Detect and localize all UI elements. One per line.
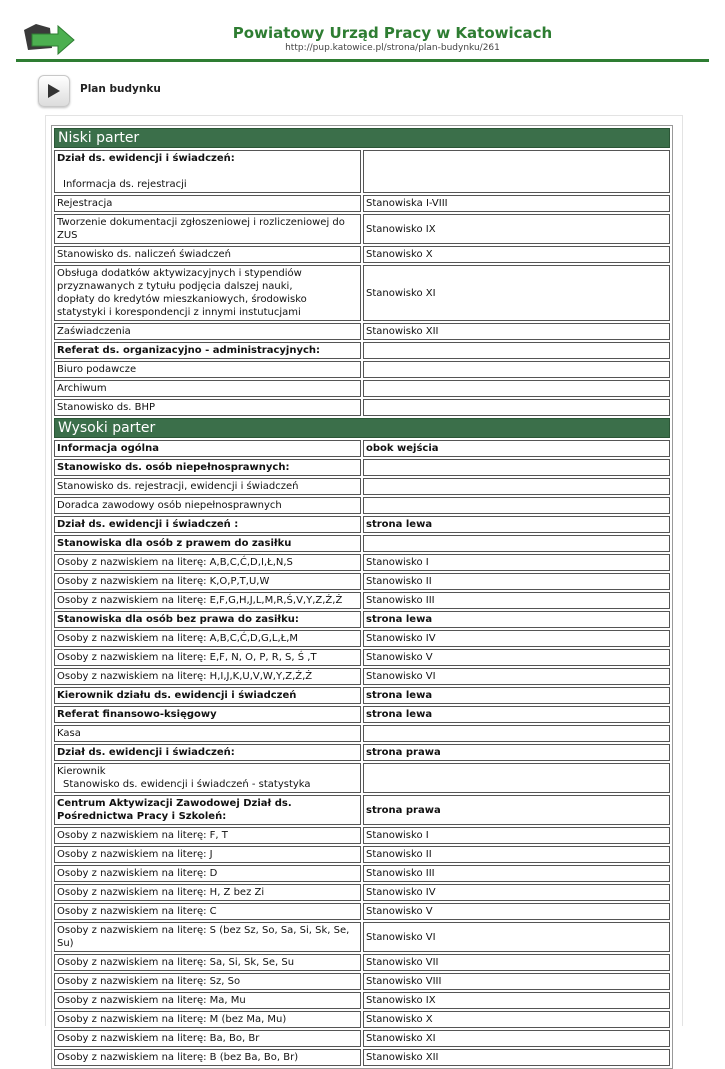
location-cell <box>363 497 670 514</box>
room-cell: Osoby z nazwiskiem na literę: C <box>54 903 361 920</box>
room-cell: Referat ds. organizacyjno - administracyjnych: <box>54 342 361 359</box>
table-row <box>54 1049 670 1066</box>
table-row <box>54 361 670 378</box>
table-row <box>54 592 670 609</box>
room-cell: Osoby z nazwiskiem na literę: F, T <box>54 827 361 844</box>
location-cell: Stanowisko II <box>363 573 670 590</box>
location-cell: Stanowisko III <box>363 865 670 882</box>
table-row <box>54 150 670 193</box>
location-cell: Stanowisko VII <box>363 954 670 971</box>
room-line: Kierownik <box>57 766 106 777</box>
location-cell: strona prawa <box>363 744 670 761</box>
room-cell: Stanowisko ds. naliczeń świadczeń <box>54 246 361 263</box>
room-cell: Osoby z nazwiskiem na literę: A,B,C,Ć,D,I,Ł,N,S <box>54 554 361 571</box>
site-title: Powiatowy Urząd Pracy w Katowicach <box>232 24 553 42</box>
table-row <box>54 459 670 476</box>
location-cell: Stanowisko X <box>363 1011 670 1028</box>
page-header <box>0 0 725 62</box>
location-cell: strona prawa <box>363 795 670 825</box>
table-row <box>54 342 670 359</box>
room-cell <box>54 150 361 193</box>
table-row <box>54 516 670 533</box>
location-cell: Stanowisko IV <box>363 884 670 901</box>
location-cell: Stanowisko XI <box>363 265 670 321</box>
table-row <box>54 195 670 212</box>
location-cell: Stanowisko III <box>363 592 670 609</box>
location-cell <box>363 361 670 378</box>
location-cell <box>363 478 670 495</box>
table-row <box>54 1030 670 1047</box>
room-cell: Kasa <box>54 725 361 742</box>
room-cell: Tworzenie dokumentacji zgłoszeniowej i rozliczeniowej do ZUS <box>54 214 361 244</box>
table-row <box>54 265 670 321</box>
room-line: Obsługa dodatków aktywizacyjnych i stypendiów przyznawanych z tytułu podjęcia dalszej nauki, <box>57 268 302 292</box>
table-row <box>54 687 670 704</box>
location-cell: Stanowisko I <box>363 827 670 844</box>
table-row <box>54 954 670 971</box>
table-row <box>54 744 670 761</box>
room-cell: Dział ds. ewidencji i świadczeń: <box>54 744 361 761</box>
table-row <box>54 399 670 416</box>
location-cell <box>363 763 670 793</box>
table-row <box>54 554 670 571</box>
location-cell: Stanowisko V <box>363 903 670 920</box>
location-cell: Stanowisko XII <box>363 323 670 340</box>
room-subline <box>57 165 358 178</box>
building-plan-table <box>51 125 673 1069</box>
table-row <box>54 535 670 552</box>
location-cell <box>363 535 670 552</box>
table-row <box>54 973 670 990</box>
room-cell: Osoby z nazwiskiem na literę: Ba, Bo, Br <box>54 1030 361 1047</box>
room-cell: Osoby z nazwiskiem na literę: A,B,C,Ć,D,G,L,Ł,M <box>54 630 361 647</box>
location-cell: Stanowisko IX <box>363 992 670 1009</box>
table-row <box>54 795 670 825</box>
room-cell: Osoby z nazwiskiem na literę: J <box>54 846 361 863</box>
room-cell: Stanowisko ds. BHP <box>54 399 361 416</box>
location-cell: strona lewa <box>363 611 670 628</box>
room-cell: Osoby z nazwiskiem na literę: S (bez Sz, So, Sa, Si, Sk, Se, Su) <box>54 922 361 952</box>
room-cell: Osoby z nazwiskiem na literę: Sa, Si, Sk, Se, Su <box>54 954 361 971</box>
table-row <box>54 246 670 263</box>
room-cell: Osoby z nazwiskiem na literę: K,O,P,T,U,W <box>54 573 361 590</box>
table-row <box>54 440 670 457</box>
room-cell: Osoby z nazwiskiem na literę: H, Z bez Zi <box>54 884 361 901</box>
location-cell: Stanowisko I <box>363 554 670 571</box>
room-cell: Osoby z nazwiskiem na literę: Sz, So <box>54 973 361 990</box>
table-row <box>54 884 670 901</box>
table-row <box>54 706 670 723</box>
room-cell: Stanowiska dla osób z prawem do zasiłku <box>54 535 361 552</box>
location-cell: Stanowisko V <box>363 649 670 666</box>
room-cell: Osoby z nazwiskiem na literę: E,F, N, O, P, R, S, Ś ,T <box>54 649 361 666</box>
room-cell: Osoby z nazwiskiem na literę: B (bez Ba, Bo, Br) <box>54 1049 361 1066</box>
room-cell: Centrum Aktywizacji Zawodowej Dział ds. Pośrednictwa Pracy i Szkoleń: <box>54 795 361 825</box>
room-cell: Osoby z nazwiskiem na literę: M (bez Ma, Mu) <box>54 1011 361 1028</box>
room-line: dopłaty do kredytów mieszkaniowych, środowisko statystyki i korespondencji z innymi instutucjami <box>57 294 307 318</box>
room-cell: Osoby z nazwiskiem na literę: Ma, Mu <box>54 992 361 1009</box>
room-cell: Biuro podawcze <box>54 361 361 378</box>
location-cell: Stanowisko VI <box>363 668 670 685</box>
table-row <box>54 903 670 920</box>
location-cell: Stanowisko XI <box>363 1030 670 1047</box>
location-cell: Stanowisko X <box>363 246 670 263</box>
table-row <box>54 1011 670 1028</box>
table-row <box>54 763 670 793</box>
room-cell: Rejestracja <box>54 195 361 212</box>
room-cell: Osoby z nazwiskiem na literę: E,F,G,H,J,L,M,R,Ś,V,Y,Z,Ź,Ż <box>54 592 361 609</box>
room-cell: Informacja ogólna <box>54 440 361 457</box>
room-line: Stanowisko ds. ewidencji i świadczeń - statystyka <box>63 779 311 790</box>
location-cell: Stanowisko VIII <box>363 973 670 990</box>
table-row <box>54 668 670 685</box>
section-title: Wysoki parter <box>54 418 670 438</box>
room-cell: Kierownik działu ds. ewidencji i świadczeń <box>54 687 361 704</box>
room-cell: Zaświadczenia <box>54 323 361 340</box>
table-row <box>54 846 670 863</box>
table-row <box>54 380 670 397</box>
location-cell: strona lewa <box>363 706 670 723</box>
room-cell: Stanowiska dla osób bez prawa do zasiłku: <box>54 611 361 628</box>
location-cell <box>363 150 670 193</box>
location-cell <box>363 399 670 416</box>
table-row <box>54 611 670 628</box>
room-cell: Osoby z nazwiskiem na literę: H,I,J,K,U,V,W,Y,Z,Ź,Ż <box>54 668 361 685</box>
table-row <box>54 725 670 742</box>
room-cell: Stanowisko ds. rejestracji, ewidencji i świadczeń <box>54 478 361 495</box>
site-url[interactable]: http://pup.katowice.pl/strona/plan-budynku/261 <box>285 43 500 53</box>
location-cell: obok wejścia <box>363 440 670 457</box>
room-cell: Osoby z nazwiskiem na literę: D <box>54 865 361 882</box>
table-row <box>54 992 670 1009</box>
location-cell: Stanowisko IV <box>363 630 670 647</box>
location-cell: Stanowiska I-VIII <box>363 195 670 212</box>
location-cell: Stanowisko II <box>363 846 670 863</box>
table-row <box>54 827 670 844</box>
table-row <box>54 649 670 666</box>
table-row <box>54 573 670 590</box>
room-cell: Archiwum <box>54 380 361 397</box>
room-cell: Stanowisko ds. osób niepełnosprawnych: <box>54 459 361 476</box>
room-cell: Doradca zawodowy osób niepełnosprawnych <box>54 497 361 514</box>
table-row <box>54 323 670 340</box>
room-cell <box>54 265 361 321</box>
room-cell: Dział ds. ewidencji i świadczeń : <box>54 516 361 533</box>
breadcrumb <box>0 62 725 110</box>
page-title: Plan budynku <box>80 83 161 95</box>
breadcrumb-arrow-button[interactable] <box>38 75 70 107</box>
location-cell <box>363 380 670 397</box>
section-header-row <box>54 128 670 148</box>
table-row <box>54 865 670 882</box>
location-cell: Stanowisko IX <box>363 214 670 244</box>
location-cell <box>363 459 670 476</box>
table-row <box>54 214 670 244</box>
table-row <box>54 497 670 514</box>
room-cell: Referat finansowo-księgowy <box>54 706 361 723</box>
section-title: Niski parter <box>54 128 670 148</box>
table-row <box>54 478 670 495</box>
location-cell <box>363 342 670 359</box>
location-cell <box>363 725 670 742</box>
room-subline: Informacja ds. rejestracji <box>63 179 187 190</box>
location-cell: strona lewa <box>363 516 670 533</box>
location-cell: strona lewa <box>363 687 670 704</box>
room-cell <box>54 763 361 793</box>
location-cell: Stanowisko XII <box>363 1049 670 1066</box>
table-row <box>54 630 670 647</box>
room-heading: Dział ds. ewidencji i świadczeń: <box>57 153 235 164</box>
location-cell: Stanowisko VI <box>363 922 670 952</box>
section-header-row <box>54 418 670 438</box>
table-row <box>54 922 670 952</box>
play-arrow-icon <box>48 84 60 98</box>
